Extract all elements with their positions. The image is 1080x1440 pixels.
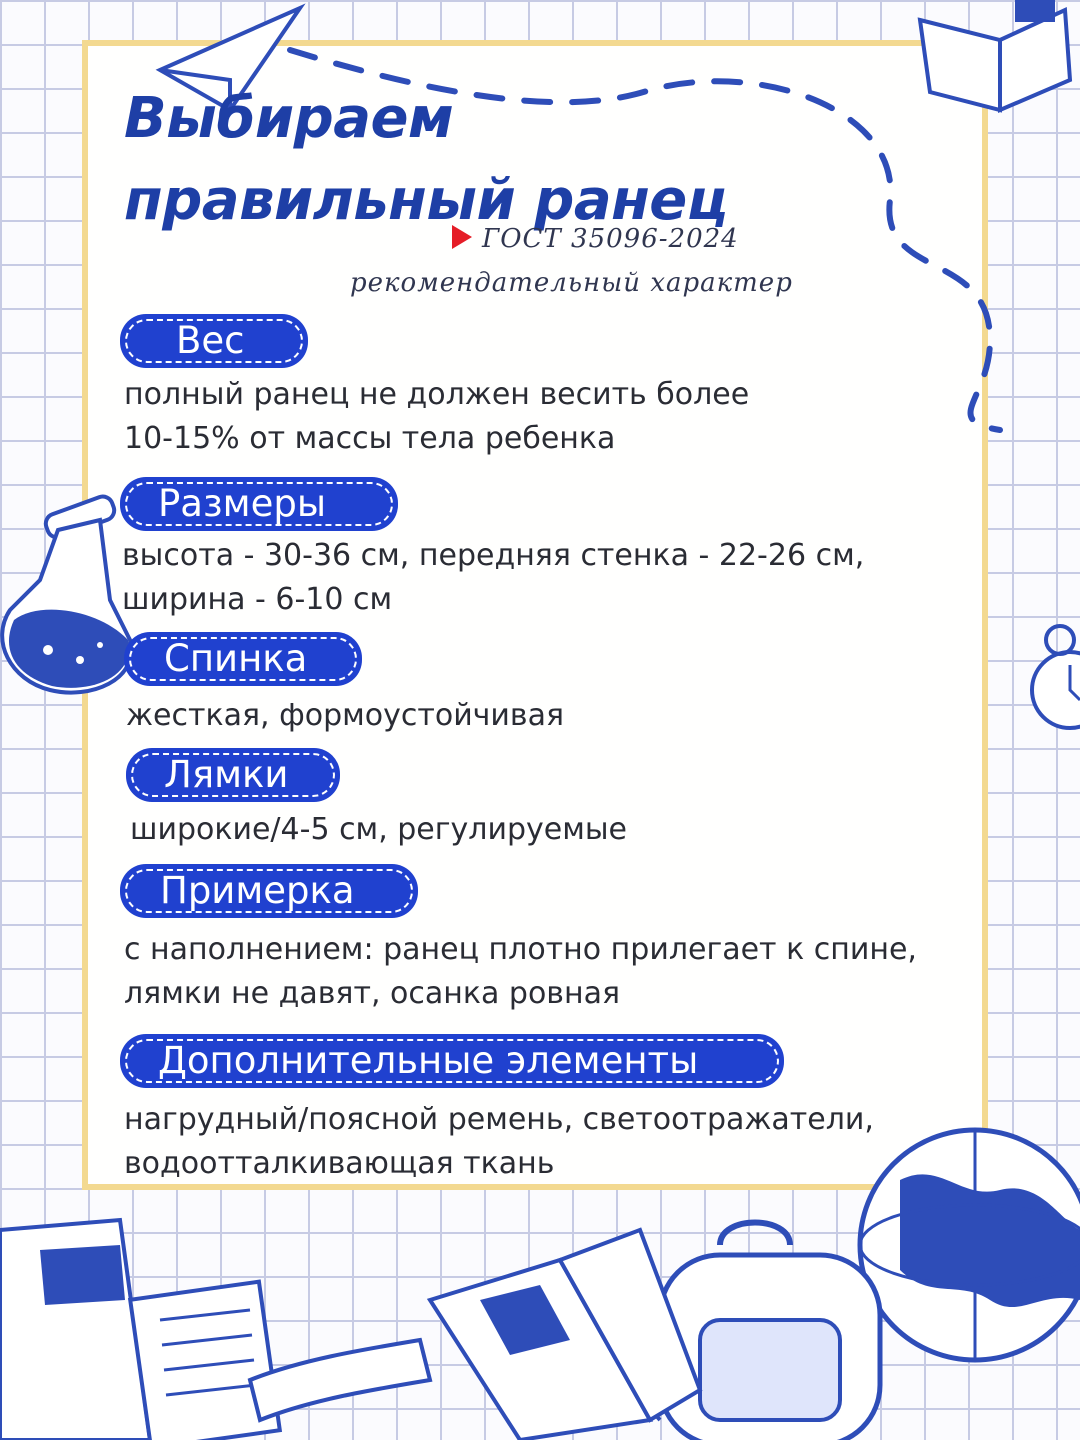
section-text-sizes <box>122 534 864 622</box>
text-line: высота - 30-36 см, передняя стенка - 22-26 см, <box>122 538 865 573</box>
text-line: нагрудный/поясной ремень, светоотражатели, <box>124 1102 874 1137</box>
backpack-icon <box>645 1223 880 1440</box>
section-text-fitting <box>124 928 917 1016</box>
section-label-back: Спинка <box>124 632 362 686</box>
text-line: лямки не давят, осанка ровная <box>124 976 621 1011</box>
play-arrow-icon <box>452 225 472 249</box>
diploma-icon <box>130 1282 430 1440</box>
title-line-2: правильный ранец <box>124 168 728 233</box>
section-label-straps: Лямки <box>126 748 340 802</box>
section-label-fitting: Примерка <box>120 864 418 918</box>
standard-note: рекомендательный характер <box>350 268 793 298</box>
text-line: жесткая, формоустойчивая <box>126 698 565 733</box>
section-text-weight <box>124 373 749 461</box>
text-line: 10-15% от массы тела ребенка <box>124 421 616 456</box>
open-book-icon <box>920 0 1070 110</box>
books-icon <box>0 1220 700 1440</box>
globe-icon <box>860 1130 1080 1360</box>
page-title <box>124 78 728 242</box>
text-line: водоотталкивающая ткань <box>124 1146 555 1181</box>
text-line: с наполнением: ранец плотно прилегает к спине, <box>124 932 917 967</box>
standard-reference <box>452 224 739 254</box>
section-label-extras: Дополнительные элементы <box>120 1034 784 1088</box>
text-line: полный ранец не должен весить более <box>124 377 750 412</box>
alarm-clock-icon <box>1032 626 1080 728</box>
section-text-extras <box>124 1098 874 1186</box>
section-label-sizes: Размеры <box>120 477 398 531</box>
title-line-1: Выбираем <box>124 86 454 151</box>
flask-icon <box>2 494 131 693</box>
text-line: ширина - 6-10 см <box>122 582 393 617</box>
text-line: широкие/4-5 см, регулируемые <box>130 812 627 847</box>
section-text-straps <box>130 808 627 852</box>
standard-label: ГОСТ 35096-2024 <box>482 224 739 254</box>
section-label-weight: Вес <box>120 314 308 368</box>
section-text-back <box>126 694 564 738</box>
